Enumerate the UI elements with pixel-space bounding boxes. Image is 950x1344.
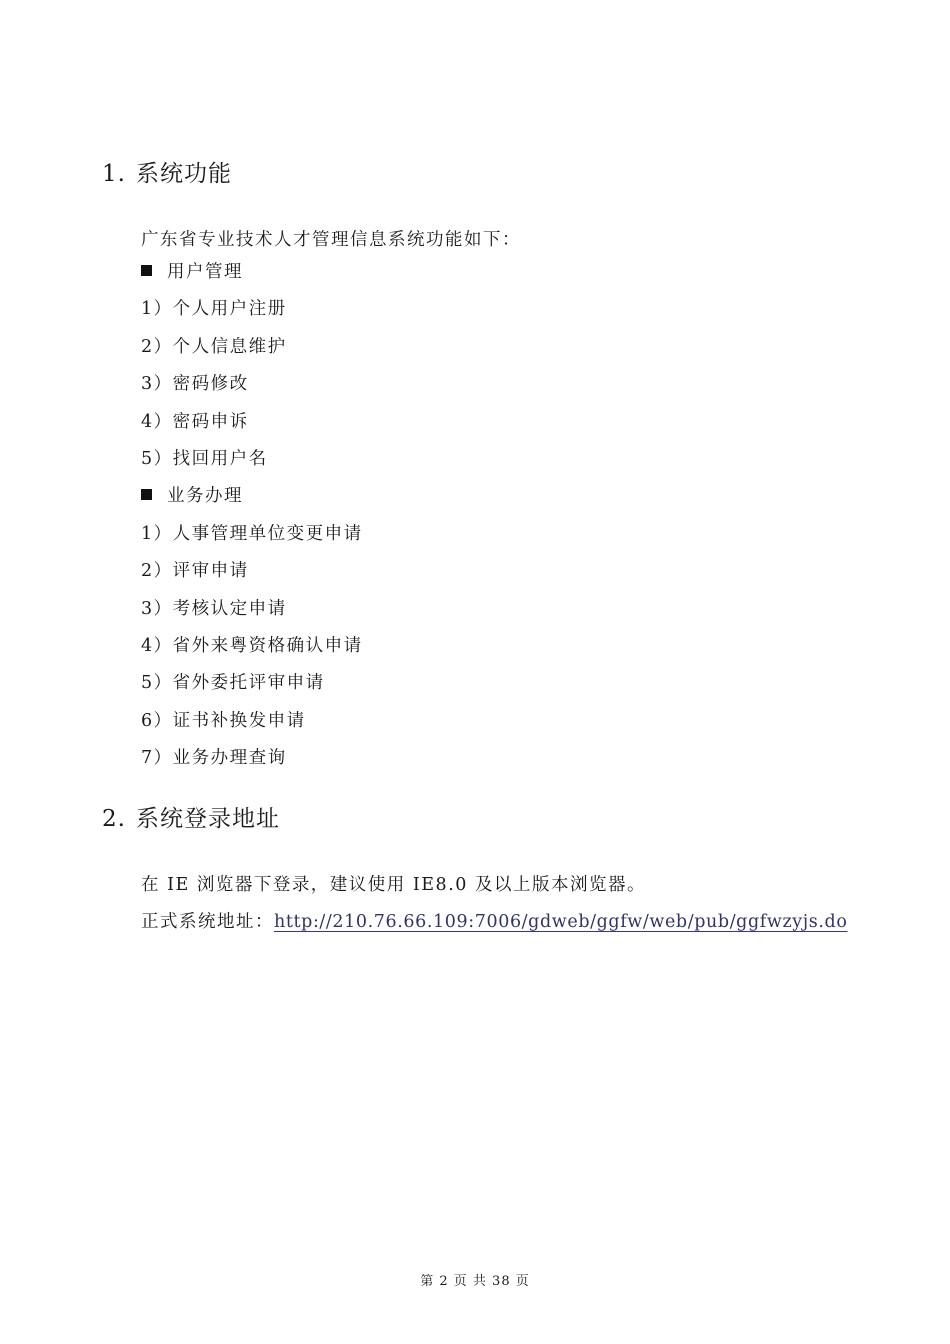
page-number-footer: 第 2 页 共 38 页 [420, 1274, 530, 1289]
browser-requirement-text: 在 IE 浏览器下登录，建议使用 IE8.0 及以上版本浏览器。 [141, 875, 646, 895]
feature-list-item [141, 334, 363, 371]
feature-list [141, 259, 363, 782]
section-1-intro: 广东省专业技术人才管理信息系统功能如下： [141, 230, 521, 250]
list-item-text: 1）个人用户注册 [141, 299, 287, 320]
section-1-number: 1. [102, 161, 126, 187]
category-bullet-item [141, 483, 363, 520]
section-1-title: 系统功能 [136, 161, 232, 187]
feature-list-item [141, 296, 363, 333]
feature-list-item [141, 633, 363, 670]
list-item-text: 4）密码申诉 [141, 411, 249, 432]
feature-list-item [141, 521, 363, 558]
list-item-text: 业务办理 [167, 486, 243, 507]
feature-list-item [141, 558, 363, 595]
category-bullet-item [141, 259, 363, 296]
list-item-text: 3）考核认定申请 [141, 598, 287, 619]
feature-list-item [141, 446, 363, 483]
feature-list-item [141, 596, 363, 633]
list-item-text: 3）密码修改 [141, 374, 249, 395]
square-bullet-icon [141, 489, 152, 500]
feature-list-item [141, 708, 363, 745]
section-2-number: 2. [102, 806, 126, 832]
feature-list-item [141, 371, 363, 408]
feature-list-item [141, 670, 363, 707]
system-address-line [141, 908, 847, 933]
feature-list-item [141, 745, 363, 782]
list-item-text: 5）省外委托评审申请 [141, 673, 325, 694]
list-item-text: 5）找回用户名 [141, 448, 268, 469]
list-item-text: 1）人事管理单位变更申请 [141, 523, 363, 544]
section-2-heading [102, 800, 280, 833]
list-item-text: 4）省外来粤资格确认申请 [141, 635, 363, 656]
list-item-text: 6）证书补换发申请 [141, 710, 306, 731]
list-item-text: 2）评审申请 [141, 561, 249, 582]
section-1-heading [102, 155, 232, 188]
list-item-text: 用户管理 [167, 262, 243, 282]
section-2-title: 系统登录地址 [136, 806, 280, 832]
feature-list-item [141, 409, 363, 446]
system-address-link[interactable]: http://210.76.66.109:7006/gdweb/ggfw/web/pub/ggfwzyjs.do [274, 912, 848, 932]
square-bullet-icon [141, 265, 152, 276]
system-address-label: 正式系统地址： [141, 912, 274, 932]
list-item-text: 7）业务办理查询 [141, 748, 287, 769]
list-item-text: 2）个人信息维护 [141, 336, 287, 357]
